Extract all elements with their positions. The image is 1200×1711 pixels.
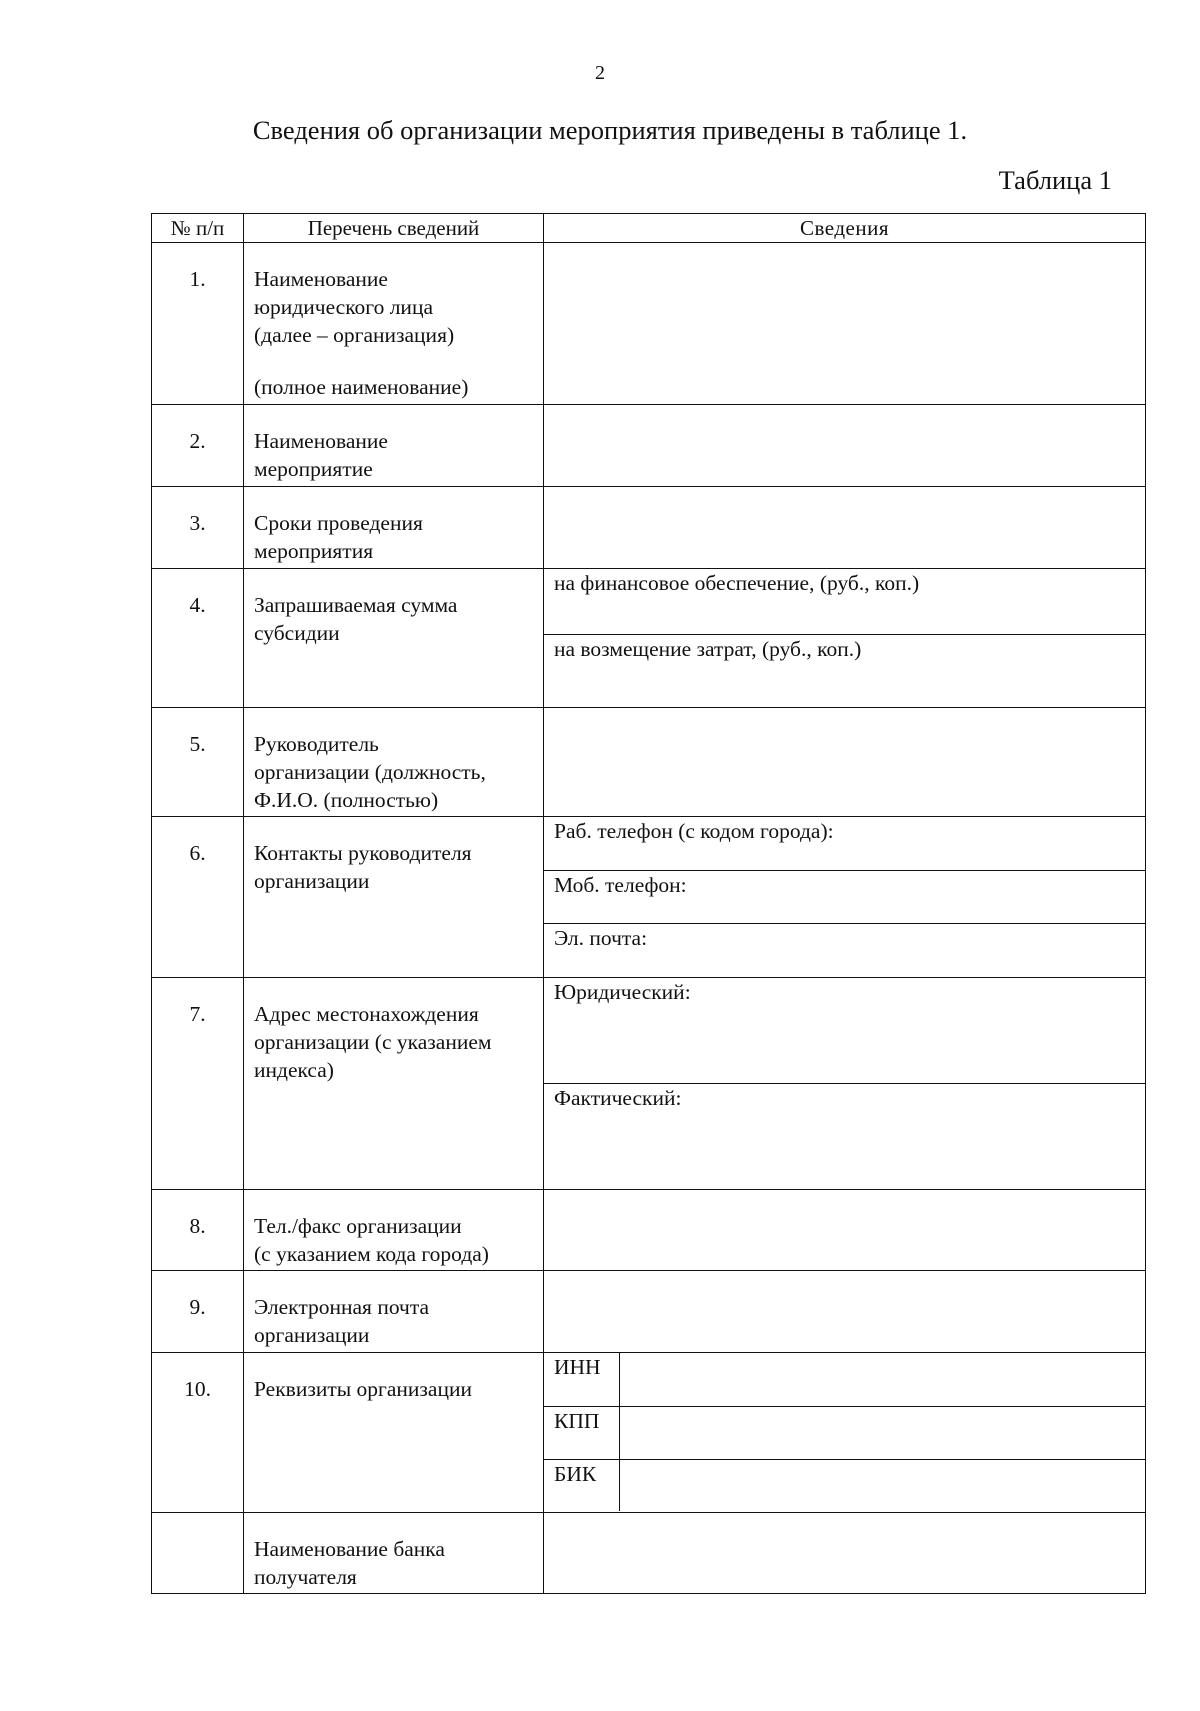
value-cell <box>544 1353 1146 1513</box>
table-row <box>152 817 1146 978</box>
table-row <box>152 978 1146 1190</box>
table-row <box>152 569 1146 708</box>
item-label: Реквизиты организации <box>244 1353 544 1513</box>
info-table <box>151 213 1146 1594</box>
item-label: Сроки проведения мероприятия <box>244 487 544 569</box>
row-number: 3. <box>152 487 244 569</box>
table-row <box>152 487 1146 569</box>
intro-text: Сведения об организации мероприятия приведены в таблице 1. <box>252 115 968 145</box>
row-number: 4. <box>152 569 244 708</box>
table-row <box>152 708 1146 817</box>
item-label: Электронная почта организации <box>244 1271 544 1353</box>
requisites-subtable <box>544 1353 1145 1511</box>
value-cell[interactable] <box>544 1513 1146 1594</box>
item-label: Руководитель организации (должность, Ф.И.О. (полностью) <box>244 708 544 817</box>
subsidy-subtable <box>544 569 1145 706</box>
row-number: 8. <box>152 1190 244 1271</box>
item-label: Наименование юридического лица (далее – организация) (полное наименование) <box>244 243 544 405</box>
row-number: 9. <box>152 1271 244 1353</box>
header-num: № п/п <box>152 214 244 243</box>
work-phone-field[interactable]: Раб. телефон (с кодом города): <box>544 817 1145 870</box>
bik-label: БИК <box>544 1459 620 1511</box>
value-cell[interactable] <box>544 1271 1146 1353</box>
row-number: 7. <box>152 978 244 1190</box>
inn-field[interactable] <box>620 1353 1146 1406</box>
email-field[interactable]: Эл. почта: <box>554 925 648 950</box>
item-label: Наименование банка получателя <box>244 1513 544 1594</box>
value-cell <box>544 817 1146 978</box>
address-subtable <box>544 978 1145 1188</box>
actual-address-field[interactable]: Фактический: <box>554 1085 682 1110</box>
row-number <box>152 1513 244 1594</box>
table-row <box>152 1513 1146 1594</box>
value-cell[interactable] <box>544 708 1146 817</box>
row-number: 2. <box>152 405 244 487</box>
inn-label: ИНН <box>544 1353 620 1406</box>
value-cell <box>544 569 1146 708</box>
table-row <box>152 1271 1146 1353</box>
value-cell[interactable] <box>544 1190 1146 1271</box>
contacts-subtable <box>544 817 1145 976</box>
kpp-field[interactable] <box>620 1406 1146 1459</box>
table-header-row <box>152 214 1146 243</box>
item-label: Тел./факс организации (с указанием кода города) <box>244 1190 544 1271</box>
legal-address-field[interactable]: Юридический: <box>544 978 1145 1083</box>
subsidy-financing-field[interactable]: на финансовое обеспечение, (руб., коп.) <box>544 569 1145 634</box>
value-cell[interactable] <box>544 243 1146 405</box>
value-cell <box>544 978 1146 1190</box>
item-label: Наименование мероприятие <box>244 405 544 487</box>
kpp-label: КПП <box>544 1406 620 1459</box>
subsidy-reimbursement-field[interactable]: на возмещение затрат, (руб., коп.) <box>554 636 862 661</box>
table-label: Таблица 1 <box>998 165 1112 195</box>
row-number: 6. <box>152 817 244 978</box>
value-cell[interactable] <box>544 405 1146 487</box>
row-number: 10. <box>152 1353 244 1513</box>
bik-field[interactable] <box>620 1459 1146 1511</box>
item-label: Адрес местонахождения организации (с указанием индекса) <box>244 978 544 1190</box>
value-cell[interactable] <box>544 487 1146 569</box>
row-number: 1. <box>152 243 244 405</box>
table-row <box>152 243 1146 405</box>
item-label: Контакты руководителя организации <box>244 817 544 978</box>
mobile-phone-field[interactable]: Моб. телефон: <box>544 870 1145 923</box>
header-details: Сведения <box>544 214 1146 243</box>
header-item: Перечень сведений <box>244 214 544 243</box>
page-number: 2 <box>595 62 605 84</box>
row-number: 5. <box>152 708 244 817</box>
table-row <box>152 1190 1146 1271</box>
item-label: Запрашиваемая сумма субсидии <box>244 569 544 708</box>
table-row <box>152 405 1146 487</box>
table-row <box>152 1353 1146 1513</box>
